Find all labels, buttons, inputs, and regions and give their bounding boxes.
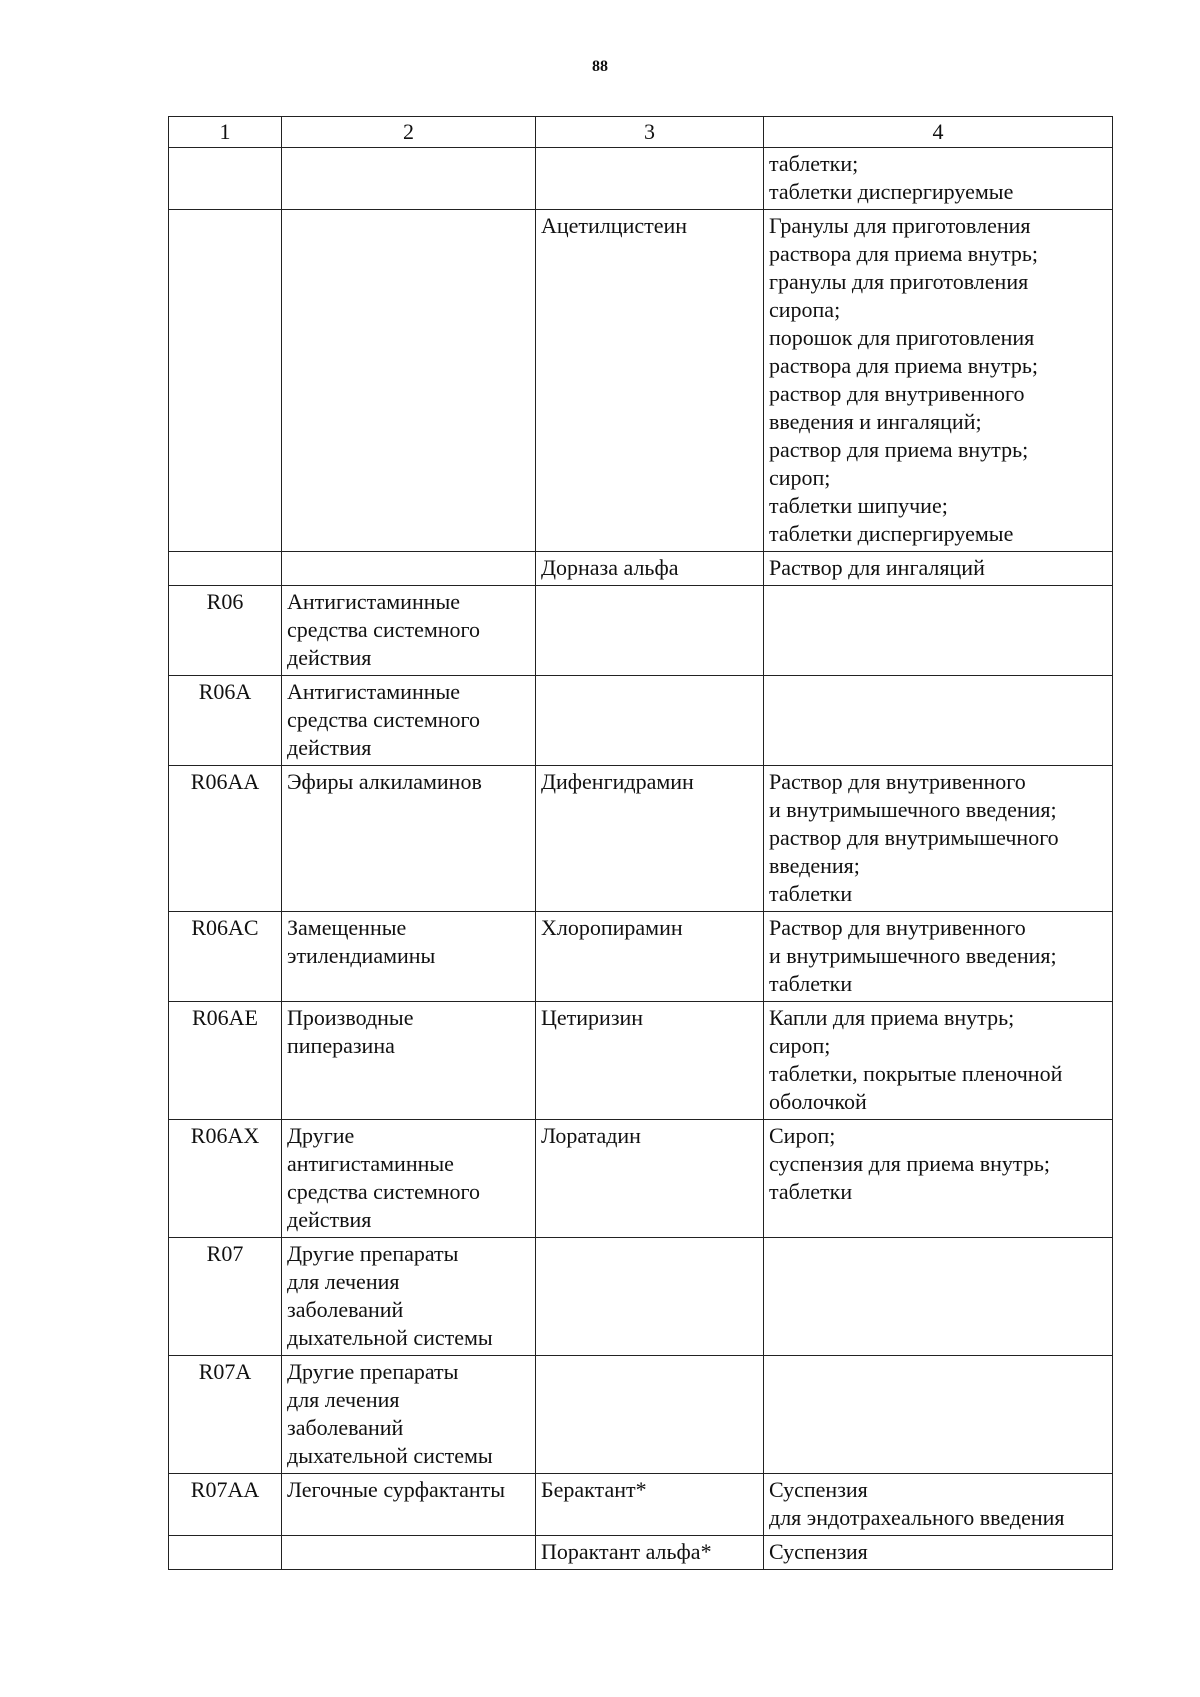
dosage-form-line: раствор для приема внутрь; <box>769 437 1029 462</box>
dosage-form-line: таблетки <box>769 881 853 906</box>
dosage-form-line: Раствор для внутривенного <box>769 769 1026 794</box>
column-header: 1 <box>169 117 282 148</box>
drug-name-cell <box>536 676 764 766</box>
dosage-form-line: таблетки диспергируемые <box>769 179 1014 204</box>
dosage-form-line: Сироп; <box>769 1123 836 1148</box>
atc-code-cell <box>169 210 282 552</box>
group-name-cell <box>282 676 536 766</box>
group-name-cell <box>282 766 536 912</box>
dosage-form-line: сироп; <box>769 465 831 490</box>
atc-code-cell: R07AA <box>169 1474 282 1536</box>
dosage-forms-cell <box>764 1120 1113 1238</box>
dosage-form-line: раствор для внутривенного <box>769 381 1025 406</box>
dosage-forms-cell <box>764 148 1113 210</box>
drug-name-cell <box>536 586 764 676</box>
dosage-forms-cell <box>764 552 1113 586</box>
group-name-line: Замещенные <box>287 915 407 940</box>
group-name-line: Другие препараты <box>287 1359 459 1384</box>
table-row <box>169 210 1113 552</box>
table-row <box>169 1002 1113 1120</box>
table-row <box>169 148 1113 210</box>
atc-code-cell: R06AC <box>169 912 282 1002</box>
group-name-cell <box>282 586 536 676</box>
group-name-line: этилендиамины <box>287 943 436 968</box>
drug-name-cell: Ацетилцистеин <box>536 210 764 552</box>
group-name-line: Другие <box>287 1123 355 1148</box>
atc-code-cell: R06A <box>169 676 282 766</box>
drug-name-cell: Цетиризин <box>536 1002 764 1120</box>
drug-table <box>168 116 1113 1570</box>
dosage-forms-cell <box>764 766 1113 912</box>
drug-name-cell: Дорназа альфа <box>536 552 764 586</box>
drug-name-cell: Порактант альфа* <box>536 1536 764 1570</box>
dosage-form-line: и внутримышечного введения; <box>769 797 1057 822</box>
group-name-cell <box>282 210 536 552</box>
group-name-line: Производные <box>287 1005 414 1030</box>
dosage-form-line: таблетки <box>769 1179 853 1204</box>
group-name-line: средства системного <box>287 707 481 732</box>
group-name-cell <box>282 552 536 586</box>
group-name-line: антигистаминные <box>287 1151 454 1176</box>
drug-name-cell: Дифенгидрамин <box>536 766 764 912</box>
table-row <box>169 766 1113 912</box>
atc-code-cell <box>169 148 282 210</box>
table-row <box>169 552 1113 586</box>
group-name-line: средства системного <box>287 617 481 642</box>
dosage-form-line: таблетки шипучие; <box>769 493 948 518</box>
drug-name-cell <box>536 1356 764 1474</box>
dosage-form-line: таблетки <box>769 971 853 996</box>
column-header: 4 <box>764 117 1113 148</box>
dosage-form-line: суспензия для приема внутрь; <box>769 1151 1050 1176</box>
group-name-line: Легочные сурфактанты <box>287 1477 506 1502</box>
dosage-forms-cell <box>764 1474 1113 1536</box>
dosage-forms-cell <box>764 676 1113 766</box>
column-header: 2 <box>282 117 536 148</box>
group-name-line: для лечения <box>287 1387 400 1412</box>
group-name-cell <box>282 1474 536 1536</box>
dosage-forms-cell <box>764 1002 1113 1120</box>
group-name-line: действия <box>287 645 372 670</box>
group-name-line: Антигистаминные <box>287 679 461 704</box>
dosage-form-line: раствора для приема внутрь; <box>769 353 1038 378</box>
group-name-cell <box>282 1120 536 1238</box>
table-row <box>169 1238 1113 1356</box>
group-name-line: заболеваний <box>287 1297 404 1322</box>
group-name-line: средства системного <box>287 1179 481 1204</box>
group-name-line: Другие препараты <box>287 1241 459 1266</box>
dosage-form-line: Суспензия <box>769 1539 868 1564</box>
dosage-form-line: раствор для внутримышечного <box>769 825 1059 850</box>
group-name-line: дыхательной системы <box>287 1443 493 1468</box>
dosage-forms-cell <box>764 1238 1113 1356</box>
atc-code-cell: R07 <box>169 1238 282 1356</box>
dosage-form-line: для эндотрахеального введения <box>769 1505 1065 1530</box>
group-name-line: действия <box>287 735 372 760</box>
drug-name-cell: Лоратадин <box>536 1120 764 1238</box>
drug-name-cell: Берактант* <box>536 1474 764 1536</box>
group-name-line: Эфиры алкиламинов <box>287 769 482 794</box>
dosage-forms-cell <box>764 1356 1113 1474</box>
page-number: 88 <box>592 58 608 75</box>
atc-code-cell: R06AA <box>169 766 282 912</box>
group-name-line: дыхательной системы <box>287 1325 493 1350</box>
dosage-form-line: гранулы для приготовления <box>769 269 1029 294</box>
dosage-form-line: порошок для приготовления <box>769 325 1035 350</box>
table-row <box>169 586 1113 676</box>
dosage-form-line: введения; <box>769 853 860 878</box>
table-row <box>169 1356 1113 1474</box>
atc-code-cell: R06AE <box>169 1002 282 1120</box>
table-row <box>169 912 1113 1002</box>
drug-name-cell <box>536 148 764 210</box>
dosage-forms-cell <box>764 912 1113 1002</box>
dosage-form-line: таблетки; <box>769 151 859 176</box>
table-row <box>169 1536 1113 1570</box>
dosage-form-line: Капли для приема внутрь; <box>769 1005 1015 1030</box>
group-name-cell <box>282 1002 536 1120</box>
dosage-form-line: Гранулы для приготовления <box>769 213 1031 238</box>
dosage-form-line: сиропа; <box>769 297 841 322</box>
table-row <box>169 676 1113 766</box>
atc-code-cell: R06AX <box>169 1120 282 1238</box>
dosage-form-line: Раствор для ингаляций <box>769 555 985 580</box>
drug-name-cell: Хлоропирамин <box>536 912 764 1002</box>
atc-code-cell: R06 <box>169 586 282 676</box>
dosage-forms-cell <box>764 1536 1113 1570</box>
dosage-form-line: введения и ингаляций; <box>769 409 982 434</box>
group-name-cell <box>282 912 536 1002</box>
group-name-line: действия <box>287 1207 372 1232</box>
table-body <box>169 148 1113 1570</box>
dosage-form-line: Суспензия <box>769 1477 868 1502</box>
group-name-line: заболеваний <box>287 1415 404 1440</box>
dosage-forms-cell <box>764 586 1113 676</box>
table-row <box>169 1120 1113 1238</box>
table-row <box>169 1474 1113 1536</box>
group-name-cell <box>282 148 536 210</box>
group-name-line: пиперазина <box>287 1033 395 1058</box>
header-row <box>169 117 1113 148</box>
dosage-form-line: оболочкой <box>769 1089 867 1114</box>
dosage-form-line: и внутримышечного введения; <box>769 943 1057 968</box>
dosage-form-line: таблетки диспергируемые <box>769 521 1014 546</box>
dosage-form-line: сироп; <box>769 1033 831 1058</box>
column-header: 3 <box>536 117 764 148</box>
atc-code-cell: R07A <box>169 1356 282 1474</box>
group-name-line: Антигистаминные <box>287 589 461 614</box>
dosage-forms-cell <box>764 210 1113 552</box>
dosage-form-line: таблетки, покрытые пленочной <box>769 1061 1063 1086</box>
atc-code-cell <box>169 552 282 586</box>
group-name-cell <box>282 1536 536 1570</box>
drug-name-cell <box>536 1238 764 1356</box>
group-name-cell <box>282 1238 536 1356</box>
group-name-cell <box>282 1356 536 1474</box>
group-name-line: для лечения <box>287 1269 400 1294</box>
dosage-form-line: раствора для приема внутрь; <box>769 241 1038 266</box>
atc-code-cell <box>169 1536 282 1570</box>
dosage-form-line: Раствор для внутривенного <box>769 915 1026 940</box>
